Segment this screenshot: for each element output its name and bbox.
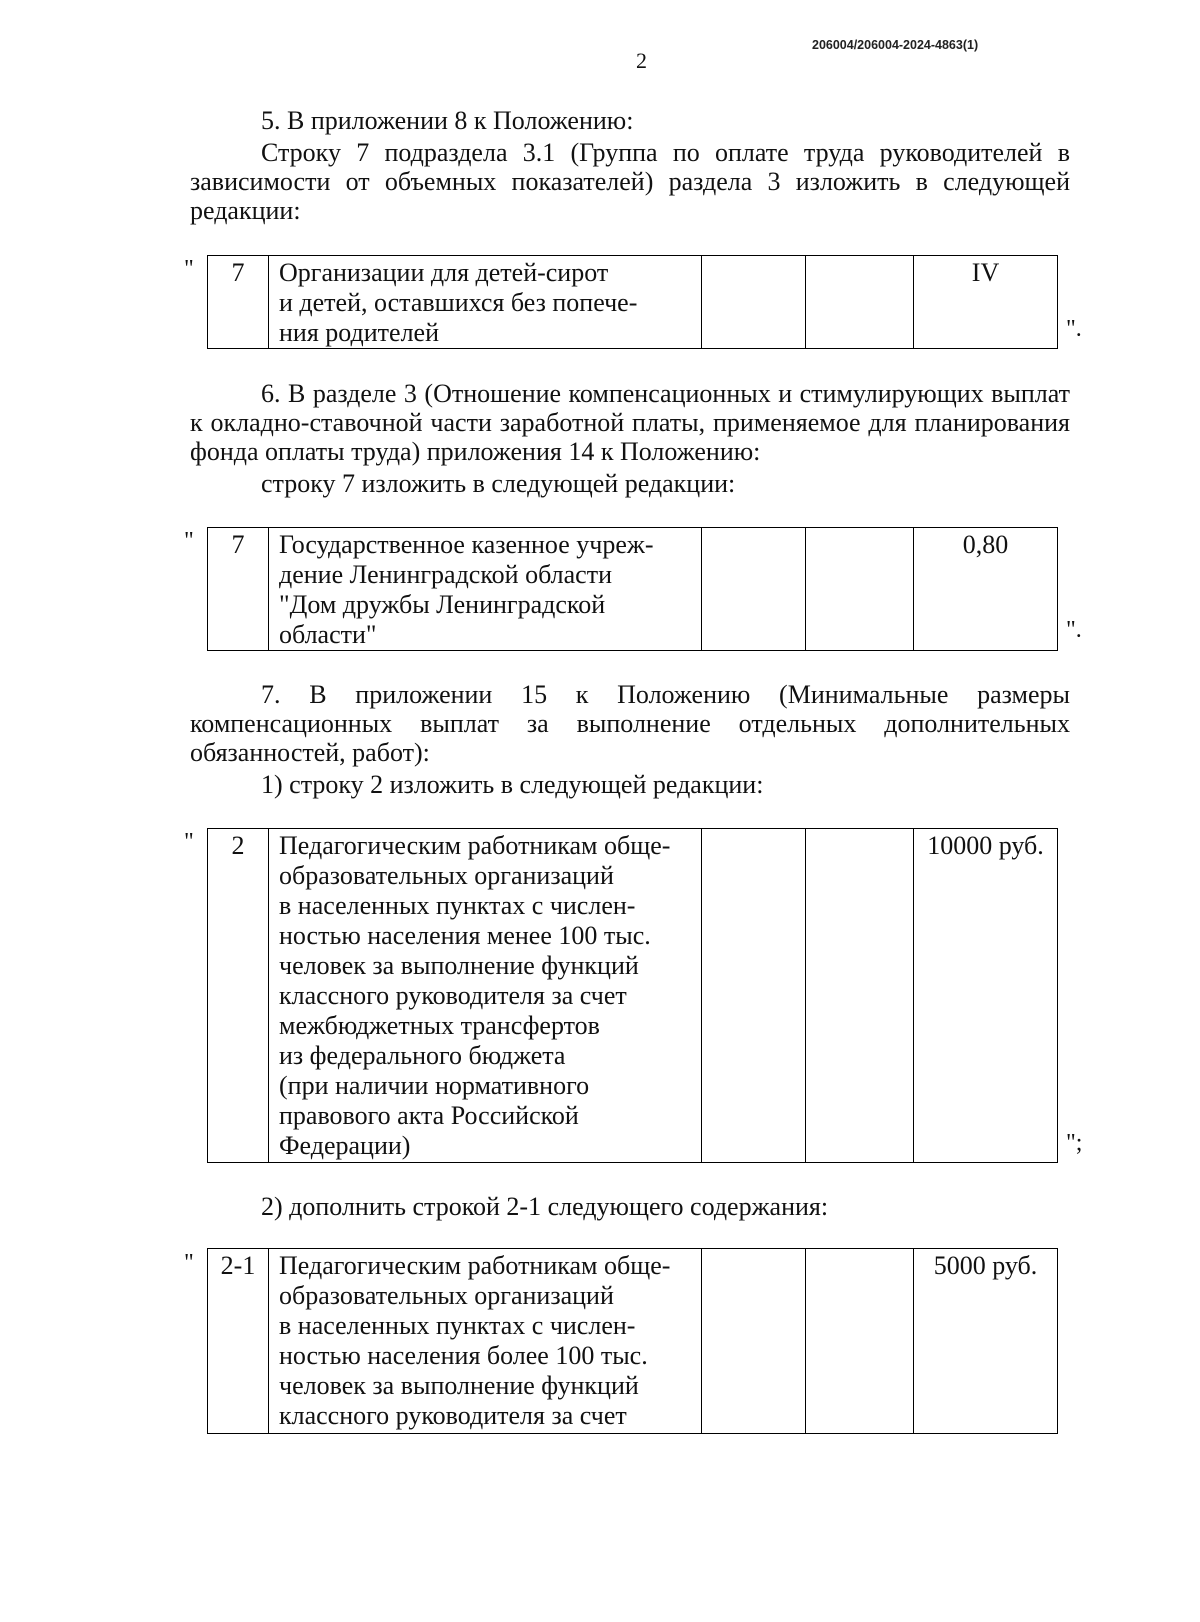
section5-table — [207, 255, 1058, 349]
row-name — [269, 829, 702, 1163]
row-name-line: межбюджетных трансфертов — [279, 1011, 600, 1040]
section5-close-quote: ". — [1066, 316, 1082, 342]
row-name-line: Педагогическим работникам обще- — [279, 831, 671, 860]
empty-cell — [806, 1249, 914, 1434]
table1-close-quote: "; — [1066, 1130, 1083, 1156]
row-number: 2-1 — [208, 1249, 269, 1434]
row-number: 7 — [208, 256, 269, 349]
section6-body: 6. В разделе 3 (Отношение компенсационных и стимулирующих выплат к окладно-ставочной части заработной платы, применяемое для планирования фонда оплаты труда) приложения 14 к Положению: — [190, 379, 1070, 466]
row-name-line: классного руководителя за счет — [279, 1401, 627, 1430]
row-name-line: образовательных организаций — [279, 861, 614, 890]
row-name-line: классного руководителя за счет — [279, 981, 627, 1010]
table-row — [208, 528, 1058, 651]
row-name — [269, 528, 702, 651]
row-name-line: Государственное казенное учреж- — [279, 530, 654, 559]
section7-body: 7. В приложении 15 к Положению (Минимальные размеры компенсационных выплат за выполнение отдельных дополнительных обязанностей, работ): — [190, 680, 1070, 767]
row-value: IV — [914, 256, 1058, 349]
section5-heading: 5. В приложении 8 к Положению: — [261, 106, 634, 135]
table-row — [208, 829, 1058, 1163]
row-name-line: ностью населения более 100 тыс. — [279, 1341, 648, 1370]
row-value: 10000 руб. — [914, 829, 1058, 1163]
row-name-line: в населенных пунктах с числен- — [279, 1311, 636, 1340]
section7-item1: 1) строку 2 изложить в следующей редакции: — [261, 770, 764, 799]
section6-close-quote: ". — [1066, 617, 1082, 643]
row-name-line: и детей, оставшихся без попече- — [279, 288, 638, 317]
row-name-line: образовательных организаций — [279, 1281, 614, 1310]
row-name-line: человек за выполнение функций — [279, 951, 639, 980]
section6-open-quote: " — [184, 528, 194, 554]
row-name-line: Педагогическим работникам обще- — [279, 1251, 671, 1280]
empty-cell — [806, 829, 914, 1163]
row-name-line: ностью населения менее 100 тыс. — [279, 921, 651, 950]
table-row — [208, 1249, 1058, 1434]
empty-cell — [806, 528, 914, 651]
section5-body: Строку 7 подраздела 3.1 (Группа по оплате труда руководителей в зависимости от объемных показателей) раздела 3 изложить в следующей редакции: — [190, 138, 1070, 225]
row-name-line: (при наличии нормативного — [279, 1071, 590, 1100]
document-id: 206004/206004-2024-4863(1) — [812, 38, 979, 52]
row-number: 7 — [208, 528, 269, 651]
row-number: 2 — [208, 829, 269, 1163]
table2-open-quote: " — [184, 1250, 194, 1276]
table1-open-quote: " — [184, 829, 194, 855]
row-name-line: в населенных пунктах с числен- — [279, 891, 636, 920]
row-name-line: дение Ленинградской области — [279, 560, 612, 589]
section7-table1 — [207, 828, 1058, 1163]
section5-open-quote: " — [184, 256, 194, 282]
empty-cell — [702, 829, 806, 1163]
row-name-line: ния родителей — [279, 318, 440, 347]
empty-cell — [702, 256, 806, 349]
section6-line2: строку 7 изложить в следующей редакции: — [261, 469, 736, 498]
empty-cell — [702, 528, 806, 651]
page-number: 2 — [636, 48, 647, 73]
row-value: 5000 руб. — [914, 1249, 1058, 1434]
table-row — [208, 256, 1058, 349]
row-value: 0,80 — [914, 528, 1058, 651]
empty-cell — [702, 1249, 806, 1434]
row-name-line: Федерации) — [279, 1131, 411, 1160]
section7-item2: 2) дополнить строкой 2-1 следующего содержания: — [261, 1192, 829, 1221]
section6-table — [207, 527, 1058, 651]
section7-table2 — [207, 1248, 1058, 1434]
row-name-line: "Дом дружбы Ленинградской — [279, 590, 606, 619]
row-name — [269, 256, 702, 349]
row-name-line: Организации для детей-сирот — [279, 258, 609, 287]
row-name-line: из федерального бюджета — [279, 1041, 566, 1070]
row-name-line: человек за выполнение функций — [279, 1371, 639, 1400]
row-name-line: области" — [279, 620, 377, 649]
row-name — [269, 1249, 702, 1434]
empty-cell — [806, 256, 914, 349]
row-name-line: правового акта Российской — [279, 1101, 579, 1130]
